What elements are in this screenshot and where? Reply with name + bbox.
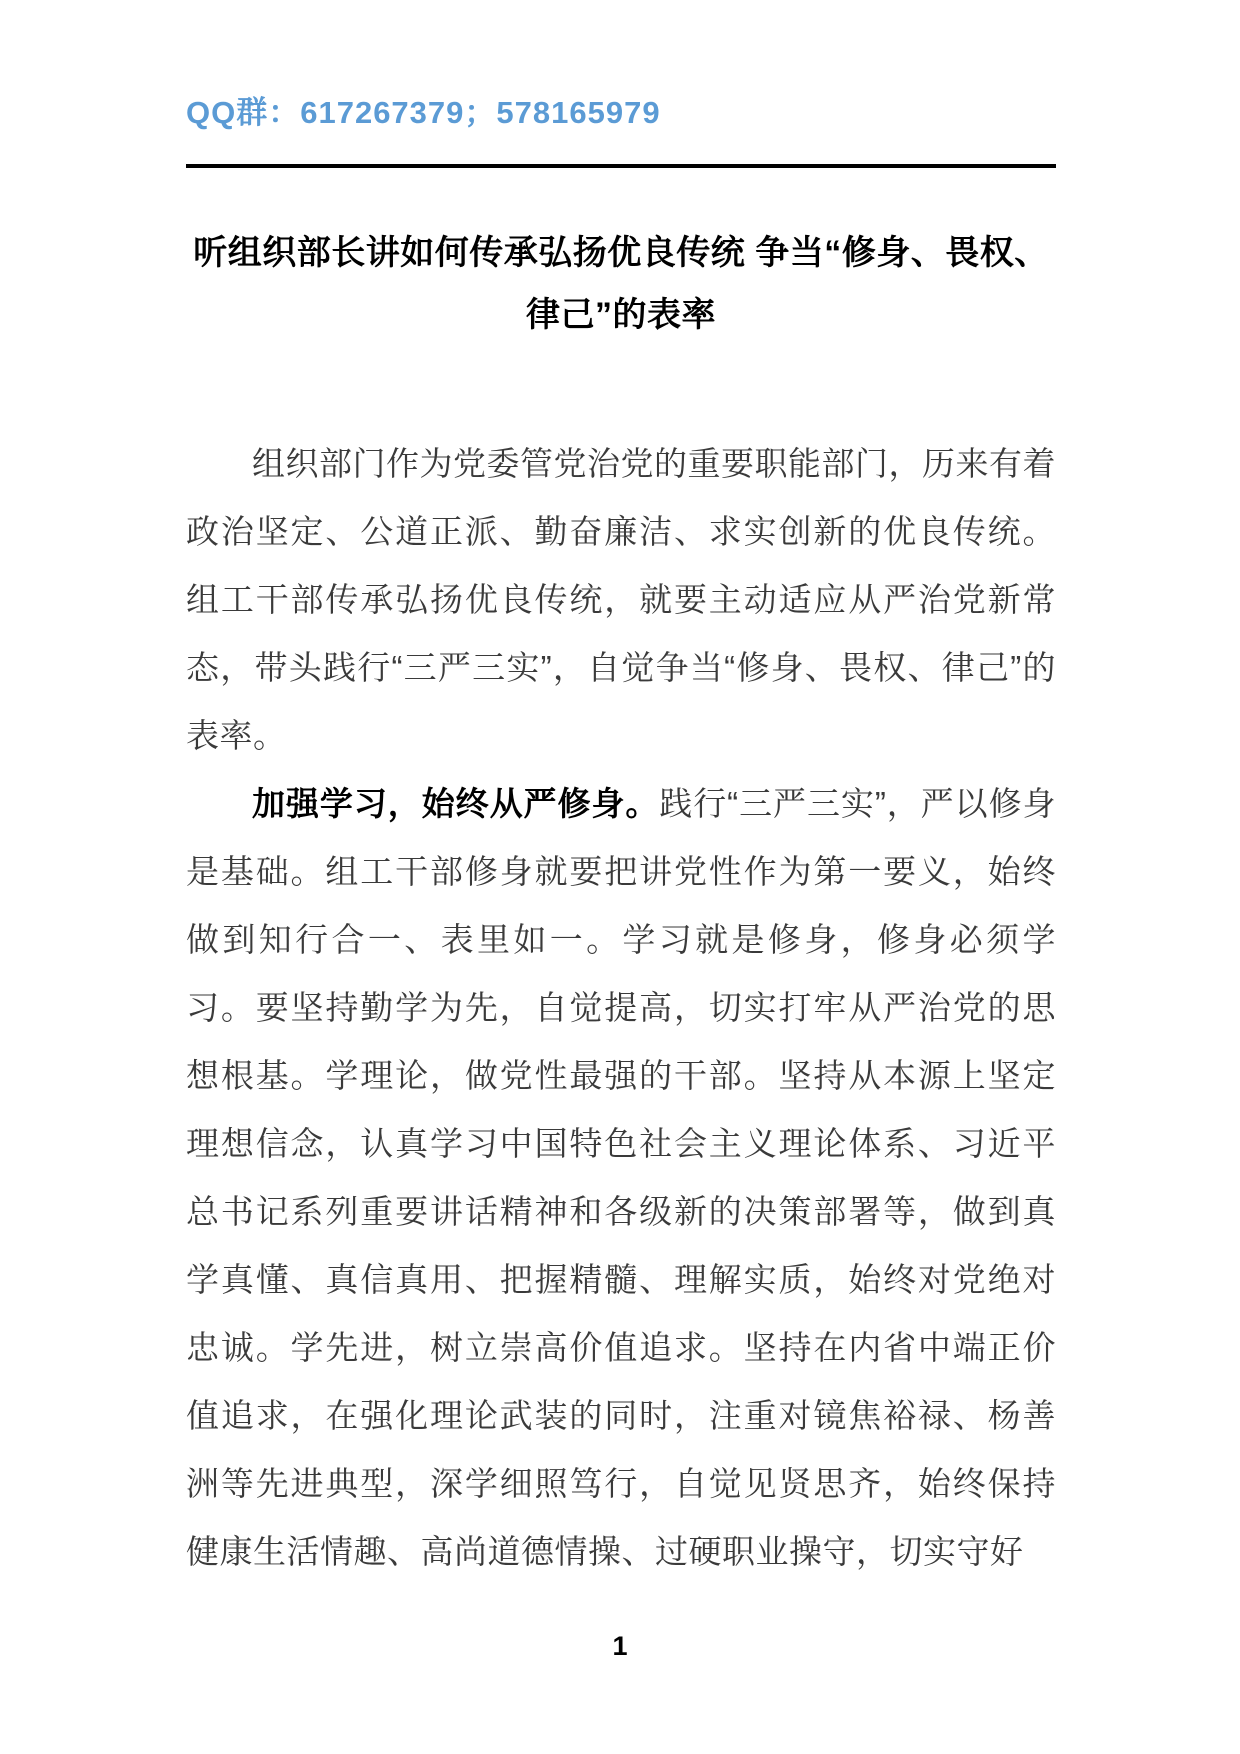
paragraph-2-text: 践行“三严三实”，严以修身是基础。组工干部修身就要把讲党性作为第一要义，始终做到知行合一、表里如一。学习就是修身，修身必须学习。要坚持勤学为先，自觉提高，切实打牢从严治党的思想根基。学理论，做党性最强的干部。坚持从本源上坚定理想信念，认真学习中国特色社会主义理论体系、习近平总书记系列重要讲话精神和各级新的决策部署等，做到真学真懂、真信真用、把握精髓、理解实质，始终对党绝对忠诚。学先进，树立崇高价值追求。坚持在内省中端正价值追求，在强化理论武装的同时，注重对镜焦裕禄、杨善洲等先进典型，深学细照笃行，自觉见贤思齐，始终保持健康生活情趣、高尚道德情操、过硬职业操守，切实守好 [186,785,1057,1570]
page-number: 1 [612,1631,628,1661]
paragraph-2 [186,770,1056,1586]
paragraph-1-text: 组织部门作为党委管党治党的重要职能部门，历来有着政治坚定、公道正派、勤奋廉洁、求实创新的优良传统。组工干部传承弘扬优良传统，就要主动适应从严治党新常态，带头践行“三严三实”，自觉争当“修身、畏权、律己”的表率。 [186,445,1056,754]
document-header [186,96,1056,168]
document-body [186,430,1056,1586]
paragraph-2-bold-lead: 加强学习，始终从严修身。 [252,785,660,822]
paragraph-1 [186,430,1056,770]
qq-group-text: QQ群：617267379；578165979 [186,95,661,130]
document-title: 听组织部长讲如何传承弘扬优良传统 争当“修身、畏权、律己”的表率 [193,234,1049,334]
